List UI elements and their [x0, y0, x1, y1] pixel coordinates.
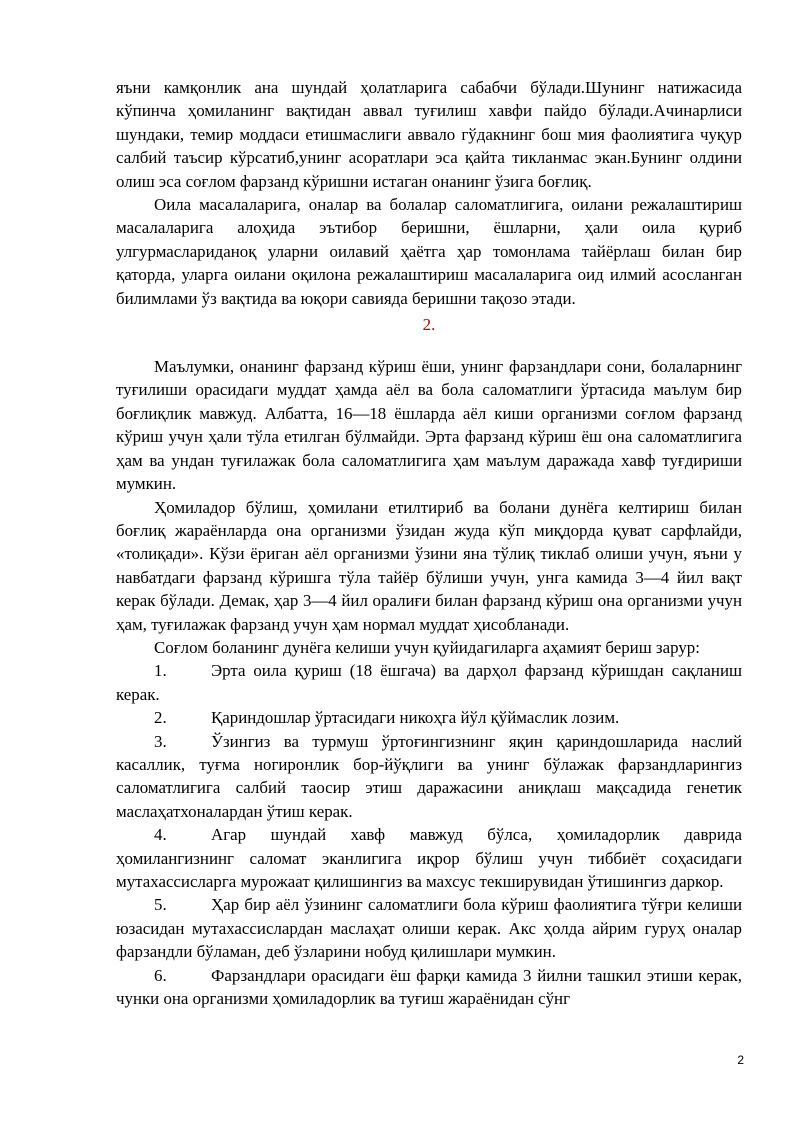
- list-item: [116, 706, 742, 729]
- paragraph-mother-age: Маълумки, онанинг фарзанд кўриш ёши, унинг фарзандлари сони, болаларнинг туғилиши орасидаги муддат ҳамда аёл ва бола саломатлиги ўртасида маълум бир боғлиқлик мавжуд. Албатта, 16—18 ёшларда аёл киши организми соғлом фарзанд кўриш учун ҳали тўла етилган бўлмайди. Эрта фарзанд кўриш ёш она саломатлигига ҳам ва ундан туғилажак бола саломатлигига ҳам маълум даражада хавф туғдириши мумкин.: [116, 357, 742, 494]
- list-item: [116, 730, 742, 824]
- list-item-text: Фарзандлари орасидаги ёш фарқи камида 3 йилни ташкил этиши керак, чунки она организми ҳомиладорлик ва туғиш жараёнидан сўнг: [116, 965, 742, 1009]
- page-number: 2: [737, 1053, 744, 1067]
- list-item-number: 4.: [154, 825, 167, 845]
- list-item-text: Ўзингиз ва турмуш ўртоғингизнинг яқин қариндошларида наслий касаллик, туғма ногиронлик бор-йўқлиги ва унинг бўлажак фарзандларингиз саломатлигига салбий таосир этиш даражасини аниқлаш мақсадида генетик маслаҳатхоналардан ўтиш керак.: [116, 731, 742, 821]
- list-item: [116, 893, 742, 963]
- list-item-number: 6.: [154, 965, 167, 985]
- recommendations-list: [116, 659, 742, 1010]
- list-item-text: Қариндошлар ўртасидаги никоҳга йўл қўймаслик лозим.: [211, 708, 620, 728]
- list-item-text: Ҳар бир аёл ўзининг саломатлиги бола кўриш фаолиятига тўғри келиши юзасидан мутахассислардан маслаҳат олиши керак. Акс ҳолда айрим гуруҳ оналар фарзандли бўламан, деб ўзларини нобуд қилишлари мумкин.: [116, 895, 742, 962]
- paragraph-continuation: яъни камқонлик ана шундай ҳолатларига сабабчи бўлади.Шунинг натижасида кўпинча ҳомиланинг вақтидан аввал туғилиш хавфи пайдо бўлади.Ачинарлиси шундаки, темир моддаси етишмаслиги аввало гўдакнинг бош мия фаолиятига чуқур салбий таъсир кўрсатиб,унинг асоратлари эса қайта тикланмас экан.Бунинг олдини олиш эса соғлом фарзанд кўришни истаган онанинг ўзига боғлиқ.: [116, 78, 742, 191]
- list-item: [116, 659, 742, 706]
- list-item: [116, 823, 742, 893]
- paragraph-healthy-child-intro: Соғлом боланинг дунёга келиши учун қуйидагиларга аҳамият бериш зарур:: [154, 637, 700, 657]
- list-item-number: 1.: [154, 661, 167, 681]
- list-item-text: Агар шундай хавф мавжуд бўлса, ҳомиладорлик даврида ҳомилангизнинг саломат эканлигига иқрор бўлиш учун тиббиёт соҳасидаги мутахассисларга мурожаат қилишингиз ва махсус текширувидан ўтишингиз даркор.: [116, 825, 742, 891]
- paragraph-family-planning: Оила масалаларига, оналар ва болалар саломатлигига, оилани режалаштириш масалаларига алоҳида эътибор беришни, ёшларни, ҳали оила қуриб улгурмаслариданоқ уларни оилавий ҳаётга ҳар томонлама тайёрлаш билан бир қаторда, уларга оилани оқилона режалаштириш масалаларига оид илмий асосланган билимлами ўз вақтида ва юқори савияда беришни тақозо этади.: [116, 195, 742, 308]
- section-heading: 2.: [422, 315, 436, 335]
- document-body: [116, 76, 742, 1010]
- list-item-number: 5.: [154, 895, 167, 915]
- list-item: [116, 964, 742, 1011]
- list-item-text: Эрта оила қуриш (18 ёшгача) ва дарҳол фарзанд кўришдан сақланиш керак.: [116, 661, 742, 704]
- list-item-number: 3.: [154, 731, 167, 751]
- list-item-number: 2.: [154, 708, 167, 728]
- paragraph-pregnancy: Ҳомиладор бўлиш, ҳомилани етилтириб ва болани дунёга келтириш билан боғлиқ жараёнларда она организми ўзидан жуда кўп миқдорда қуват сарфлайди, «толиқади». Кўзи ёриган аёл организми ўзини яна тўлиқ тиклаб олиши учун, яъни у навбатдаги фарзанд кўришга тўла тайёр бўлиши учун, унга камида 3—4 йил вақт керак бўлади. Демак, ҳар 3—4 йил оралиғи билан фарзанд кўриш она организми учун ҳам, туғилажак фарзанд учун ҳам нормал муддат ҳисобланади.: [116, 497, 742, 634]
